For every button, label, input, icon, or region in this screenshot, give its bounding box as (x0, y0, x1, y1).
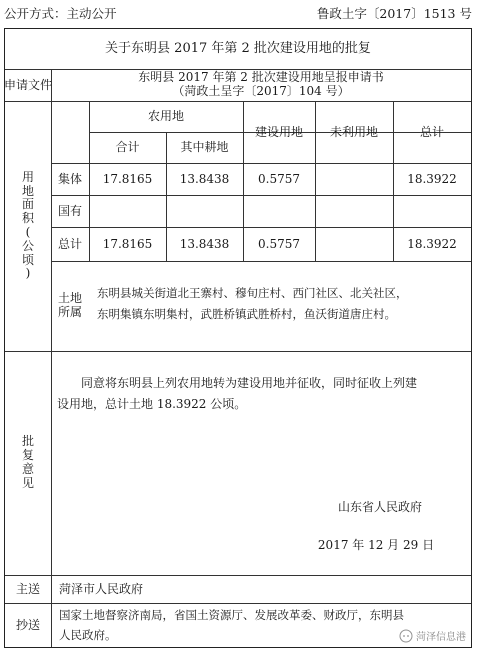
cell-total-total: 17.8165 (102, 236, 153, 251)
cell-state-arable (166, 195, 243, 227)
approval-opinion-text: 同意将东明县上列农用地转为建设用地并征收，同时征收上列建 设用地，总计土地 18.3922 公顷。 (57, 376, 418, 411)
application-file: 东明县 2017 年第 2 批次建设用地呈报申请书 （菏政土呈字〔2017〕104 号） (138, 70, 384, 98)
approval-signer: 山东省人民政府 (337, 499, 422, 514)
land-location-text: 东明县城关街道北王寨村、穆旬庄村、西门社区、北关社区， 东明集镇东明集村，武胜桥镇武胜桥村，鱼沃街道唐庄村。 (97, 286, 408, 321)
header-sum: 总计 (419, 124, 444, 139)
watermark: 菏泽信息港 (399, 628, 466, 643)
cc-label: 抄送 (15, 617, 40, 632)
cell-total-sum: 18.3922 (407, 236, 457, 251)
row-label-state-owned: 国有 (57, 203, 82, 218)
header-construction: 建设用地 (254, 124, 303, 139)
approval-date: 2017 年 12 月 29 日 (317, 537, 435, 552)
cell-state-total (89, 195, 166, 227)
document-number: 鲁政土字〔2017〕1513 号 (316, 6, 472, 21)
cell-collective-construction: 0.5757 (258, 171, 300, 186)
land-location-label: 土地 所属 (57, 291, 82, 319)
header-farmland: 农用地 (147, 109, 184, 123)
cell-total-arable: 13.8438 (179, 236, 230, 251)
cell-collective-arable: 13.8438 (179, 171, 230, 186)
land-area-label: 用 地 面 积 ( 公 顷 ) (21, 169, 34, 281)
approval-document-table (4, 28, 472, 648)
cell-collective-total: 17.8165 (102, 171, 153, 186)
chat-bubble-icon (399, 629, 413, 643)
cell-collective-sum: 18.3922 (407, 171, 457, 186)
cell-state-sum (393, 195, 471, 227)
header-arable: 其中耕地 (180, 140, 229, 154)
approval-opinion-label: 批 复 意 见 (21, 434, 34, 490)
header-total: 合计 (115, 140, 140, 154)
cell-total-unused (315, 227, 393, 261)
application-label: 申请文件 (4, 77, 53, 92)
cell-state-unused (315, 195, 393, 227)
cell-state-construction (243, 195, 315, 227)
header-unused: 未利用地 (329, 124, 378, 139)
row-label-collective: 集体 (57, 171, 82, 186)
main-recipient-value: 菏泽市人民政府 (59, 581, 144, 596)
cc-recipients: 国家土地督察济南局，省国土资源厅、发展改革委、财政厅，东明县 人民政府。 (59, 608, 404, 642)
cell-collective-unused (315, 163, 393, 195)
main-recipient-label: 主送 (15, 581, 40, 596)
disclosure-method: 公开方式：主动公开 (4, 6, 117, 21)
row-label-total: 总计 (57, 236, 82, 251)
document-title: 关于东明县 2017 年第 2 批次建设用地的批复 (105, 40, 371, 56)
cell-total-construction: 0.5757 (258, 236, 300, 251)
